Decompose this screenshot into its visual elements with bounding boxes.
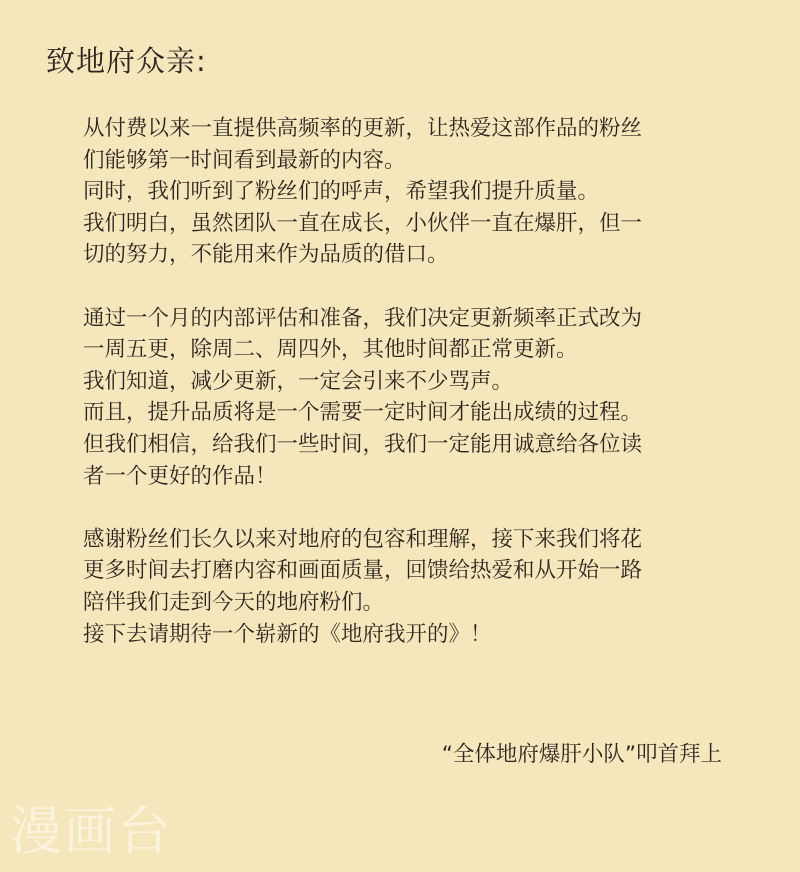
letter-body bbox=[83, 113, 783, 650]
body-line: 接下去请期待一个崭新的《地府我开的》！ bbox=[83, 621, 492, 647]
body-line: 而且，提升品质将是一个需要一定时间才能出成绩的过程。 bbox=[83, 400, 643, 426]
body-line: 者一个更好的作品！ bbox=[83, 463, 277, 489]
body-line: 我们明白，虽然团队一直在成长，小伙伴一直在爆肝，但一 bbox=[83, 210, 643, 236]
body-line: 从付费以来一直提供高频率的更新，让热爱这部作品的粉丝 bbox=[83, 116, 643, 141]
body-line: 陪伴我们走到今天的地府粉们。 bbox=[83, 589, 385, 615]
body-line: 切的努力，不能用来作为品质的借口。 bbox=[83, 242, 449, 268]
paragraph-2 bbox=[83, 303, 783, 493]
body-line: 通过一个月的内部评估和准备，我们决定更新频率正式改为 bbox=[83, 305, 643, 331]
body-line: 同时，我们听到了粉丝们的呼声，希望我们提升质量。 bbox=[83, 179, 600, 205]
paragraph-3 bbox=[83, 524, 783, 650]
letter-signature: “全体地府爆肝小队”叩首拜上 bbox=[441, 742, 722, 767]
body-line: 但我们相信，给我们一些时间，我们一定能用诚意给各位读 bbox=[83, 431, 643, 457]
letter-heading: 致地府众亲: bbox=[46, 44, 207, 78]
body-line: 们能够第一时间看到最新的内容。 bbox=[83, 147, 406, 173]
body-line: 一周五更，除周二、周四外，其他时间都正常更新。 bbox=[83, 337, 578, 363]
body-line: 我们知道，减少更新，一定会引来不少骂声。 bbox=[83, 368, 514, 394]
body-line: 感谢粉丝们长久以来对地府的包容和理解，接下来我们将花 bbox=[83, 526, 643, 552]
body-line: 更多时间去打磨内容和画面质量，回馈给热爱和从开始一路 bbox=[83, 558, 643, 584]
paragraph-spacer bbox=[83, 271, 783, 303]
watermark-logo: 漫画台 bbox=[10, 802, 173, 862]
paragraph-spacer bbox=[83, 492, 783, 524]
paragraph-1 bbox=[83, 113, 783, 271]
